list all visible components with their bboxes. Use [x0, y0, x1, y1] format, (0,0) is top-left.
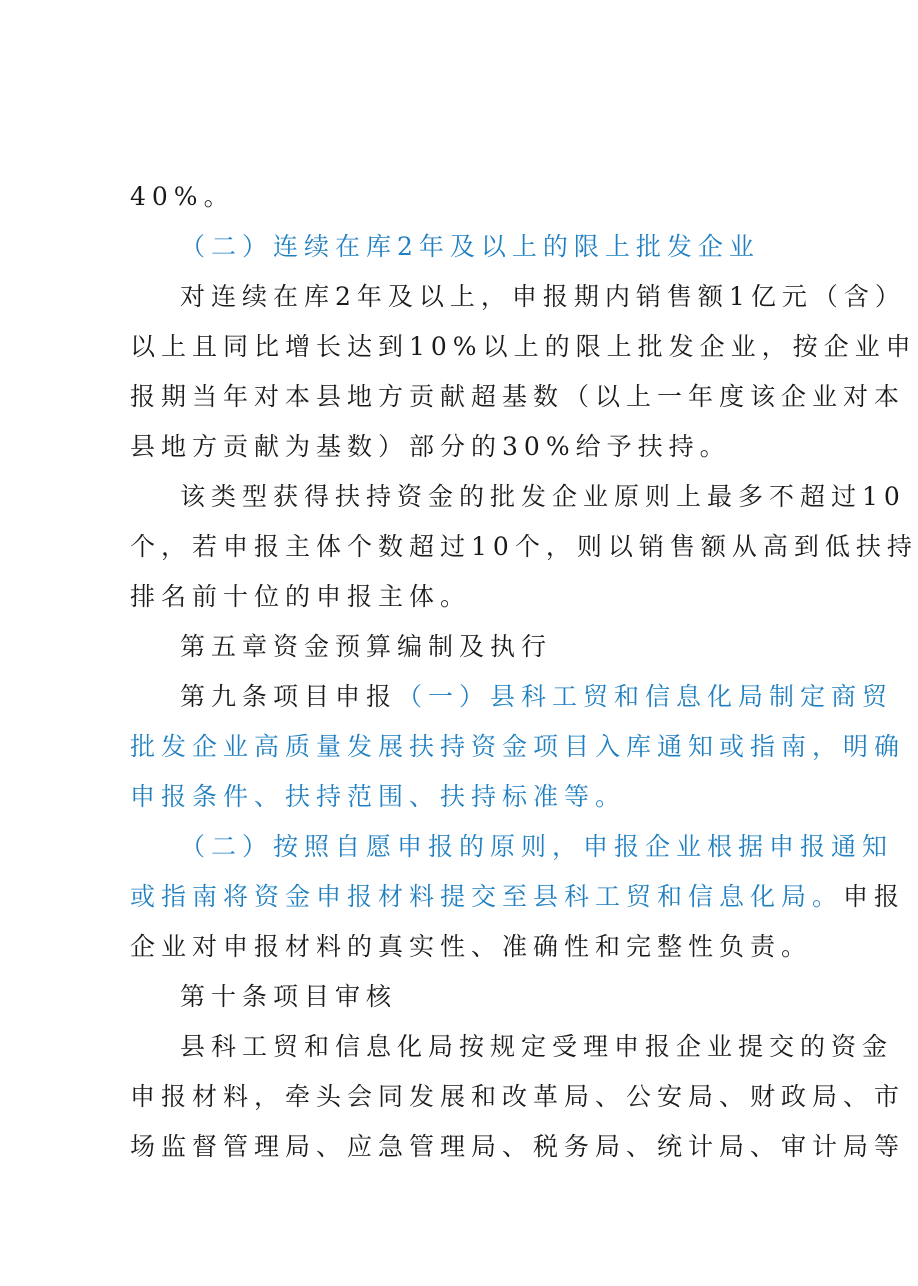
text-line: 县地方贡献为基数）部分的30%给予扶持。 [130, 432, 731, 461]
text-line: 企业对申报材料的真实性、准确性和完整性负责。 [130, 932, 813, 961]
text-line-mixed [130, 877, 906, 917]
highlighted-text: 或指南将资金申报材料提交至县科工贸和信息化局。 [130, 882, 844, 911]
highlighted-text: （一）县科工贸和信息化局制定商贸 [397, 682, 894, 711]
article-title: 第九条项目申报 [180, 682, 398, 711]
text-line: 以上且同比增长达到10%以上的限上批发企业，按企业申 [130, 332, 917, 361]
text-line-mixed [180, 677, 894, 717]
text-line: 申报材料，牵头会同发展和改革局、公安局、财政局、市 [130, 1082, 906, 1111]
highlighted-line: 申报条件、扶持范围、扶持标准等。 [130, 782, 627, 811]
text-line: 排名前十位的申报主体。 [130, 582, 472, 611]
highlighted-line: （二）按照自愿申报的原则，申报企业根据申报通知 [180, 832, 894, 861]
highlighted-line: 批发企业高质量发展扶持资金项目入库通知或指南，明确 [130, 732, 906, 761]
plain-text: 申报 [843, 882, 906, 911]
chapter-heading: 第五章资金预算编制及执行 [180, 632, 553, 661]
article-heading: 第十条项目审核 [180, 982, 398, 1011]
text-line: 40%。 [130, 182, 235, 211]
text-line: 场监督管理局、应急管理局、税务局、统计局、审计局等 [130, 1132, 906, 1161]
text-line: 该类型获得扶持资金的批发企业原则上最多不超过10 [180, 482, 906, 511]
section-heading: （二）连续在库2年及以上的限上批发企业 [180, 232, 760, 261]
text-line: 报期当年对本县地方贡献超基数（以上一年度该企业对本 [130, 382, 906, 411]
text-line: 对连续在库2年及以上，申报期内销售额1亿元（含） [180, 282, 906, 311]
text-line: 个，若申报主体个数超过10个，则以销售额从高到低扶持 [130, 532, 918, 561]
text-line: 县科工贸和信息化局按规定受理申报企业提交的资金 [180, 1032, 894, 1061]
